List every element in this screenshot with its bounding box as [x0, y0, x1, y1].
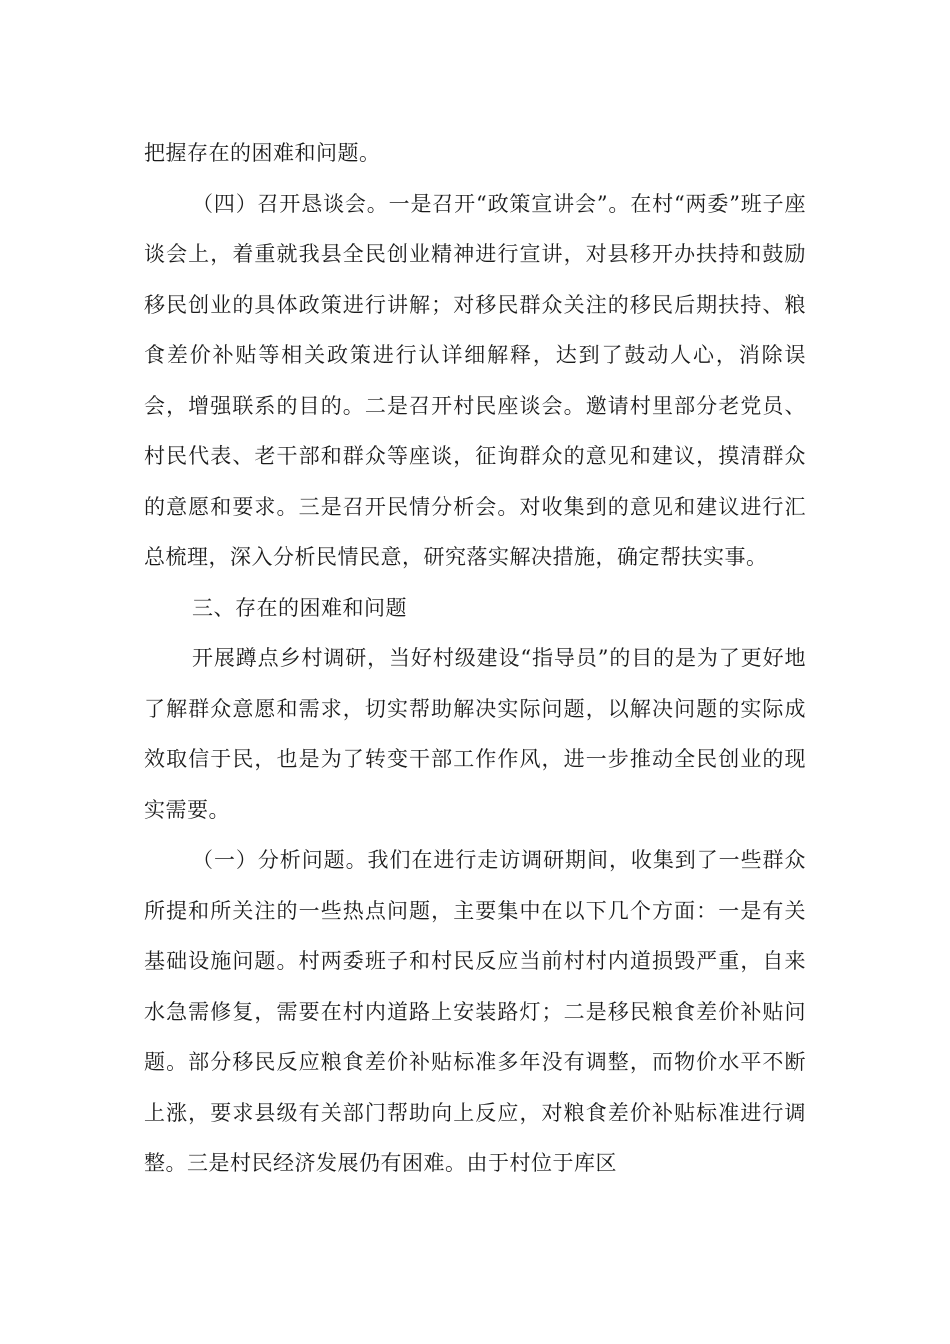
- paragraph-analysis: （一）分析问题。我们在进行走访调研期间，收集到了一些群众所提和所关注的一些热点问题，主要集中在以下几个方面：一是有关基础设施问题。村两委班子和村民反应当前村村内道损毁严重，自来水急需修复，需要在村内道路上安装路灯；二是移民粮食差价补贴问题。部分移民反应粮食差价补贴标准多年没有调整，而物价水平不断上涨，要求县级有关部门帮助向上反应，对粮食差价补贴标准进行调整。三是村民经济发展仍有困难。由于村位于库区: [144, 848, 806, 1175]
- section-heading-three: 三、存在的困难和问题: [192, 595, 407, 620]
- paragraph-continuation: 把握存在的困难和问题。: [144, 141, 381, 165]
- document-body: [144, 128, 806, 1189]
- paragraph-purpose: 开展蹲点乡村调研，当好村级建设“指导员”的目的是为了更好地了解群众意愿和需求，切实帮助解决实际问题，以解决问题的实际成效取信于民，也是为了转变干部工作作风，进一步推动全民创业的现实需要。: [144, 646, 806, 822]
- paragraph-section-four: （四）召开恳谈会。一是召开“政策宣讲会”。在村“两委”班子座谈会上，着重就我县全民创业精神进行宣讲，对县移开办扶持和鼓励移民创业的具体政策进行讲解；对移民群众关注的移民后期扶持、粮食差价补贴等相关政策进行认详细解释，达到了鼓动人心，消除误会，增强联系的目的。二是召开村民座谈会。邀请村里部分老党员、村民代表、老干部和群众等座谈，征询群众的意见和建议，摸清群众的意愿和要求。三是召开民情分析会。对收集到的意见和建议进行汇总梳理，深入分析民情民意，研究落实解决措施，确定帮扶实事。: [144, 191, 806, 569]
